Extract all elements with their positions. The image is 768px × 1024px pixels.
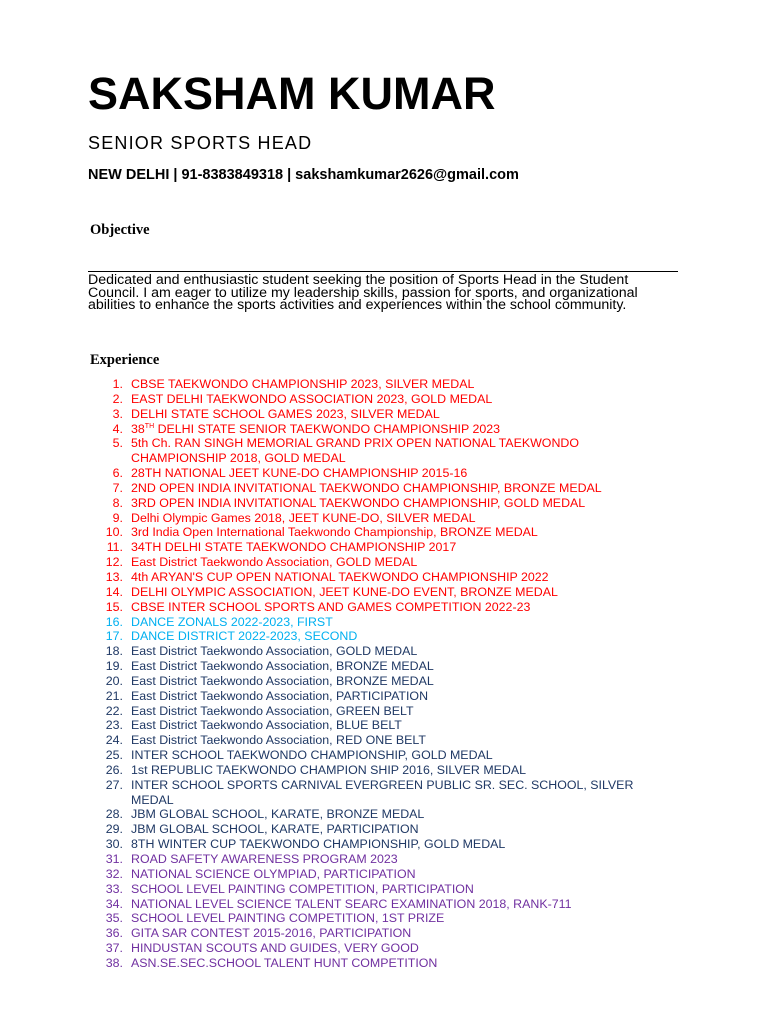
item-text: 38 — [131, 421, 145, 436]
experience-item — [0, 555, 651, 570]
experience-item — [0, 718, 651, 733]
item-number: 32. — [105, 866, 123, 881]
experience-item — [0, 511, 651, 526]
item-text: ROAD SAFETY AWARENESS PROGRAM 2023 — [131, 852, 398, 866]
item-text: GITA SAR CONTEST 2015-2016, PARTICIPATION — [131, 926, 412, 941]
item-text: NATIONAL LEVEL SCIENCE TALENT SEARC EXAMINATION 2018, RANK-711 — [131, 896, 572, 911]
item-text: CBSE TAEKWONDO CHAMPIONSHIP 2023, SILVER MEDAL — [131, 377, 475, 391]
experience-heading: Experience — [90, 352, 160, 368]
item-text: HINDUSTAN SCOUTS AND GUIDES, VERY GOOD — [131, 941, 419, 956]
item-text: SCHOOL LEVEL PAINTING COMPETITION, 1ST PRIZE — [131, 911, 445, 926]
item-number: 8. — [112, 495, 123, 510]
objective-heading: Objective — [90, 222, 150, 238]
item-number: 22. — [105, 703, 123, 718]
item-text: East District Taekwondo Association, PARTICIPATION — [131, 688, 429, 703]
experience-item — [0, 481, 651, 496]
experience-item — [0, 585, 651, 600]
item-number: 37. — [105, 941, 123, 956]
item-text: DELHI STATE SCHOOL GAMES 2023, SILVER MEDAL — [131, 406, 440, 421]
experience-item — [0, 436, 651, 466]
experience-item — [0, 867, 651, 882]
objective-text: Dedicated and enthusiastic student seeking the position of Sports Head in the Student Council. I am eager to utilize my leadership skills, passion for sports, and organizational abilities to enhance the sports activities and experiences within the school community. — [88, 271, 678, 312]
resume-name: SAKSHAM KUMAR — [88, 68, 496, 119]
experience-item — [0, 644, 651, 659]
experience-item — [0, 392, 651, 407]
item-number: 9. — [112, 510, 123, 525]
item-number: 1. — [112, 377, 123, 391]
item-number: 35. — [105, 911, 123, 926]
experience-item — [0, 674, 651, 689]
experience-item — [0, 852, 651, 867]
experience-item — [0, 941, 651, 956]
item-text: SCHOOL LEVEL PAINTING COMPETITION, PARTICIPATION — [131, 881, 474, 896]
experience-item — [0, 540, 651, 555]
item-number: 33. — [105, 881, 123, 896]
item-number: 16. — [105, 614, 123, 629]
item-number: 7. — [112, 480, 123, 495]
item-text: 8TH WINTER CUP TAEKWONDO CHAMPIONSHIP, GOLD MEDAL — [131, 837, 506, 852]
item-text: 4th ARYAN'S CUP OPEN NATIONAL TAEKWONDO CHAMPIONSHIP 2022 — [131, 569, 549, 584]
item-number: 21. — [105, 688, 123, 703]
experience-item — [0, 600, 651, 615]
item-text: JBM GLOBAL SCHOOL, KARATE, PARTICIPATION — [131, 822, 419, 837]
item-text: DANCE ZONALS 2022-2023, FIRST — [131, 614, 333, 629]
item-number: 29. — [105, 822, 123, 837]
item-text: East District Taekwondo Association, GOLD MEDAL — [131, 644, 418, 659]
item-number: 36. — [105, 926, 123, 941]
item-text: 1st REPUBLIC TAEKWONDO CHAMPION SHIP 2016, SILVER MEDAL — [131, 762, 527, 777]
item-text: DANCE DISTRICT 2022-2023, SECOND — [131, 629, 358, 644]
item-text: East District Taekwondo Association, BRONZE MEDAL — [131, 673, 434, 688]
experience-item — [0, 733, 651, 748]
item-text: 5th Ch. RAN SINGH MEMORIAL GRAND PRIX OPEN NATIONAL TAEKWONDO CHAMPIONSHIP 2018, GOLD MEDAL — [131, 436, 579, 466]
item-text: East District Taekwondo Association, BLUE BELT — [131, 718, 402, 733]
resume-role: SENIOR SPORTS HEAD — [88, 133, 313, 153]
experience-item — [0, 882, 651, 897]
item-superscript: TH — [144, 422, 155, 430]
item-text: NATIONAL SCIENCE OLYMPIAD, PARTICIPATION — [131, 866, 416, 881]
item-text: ASN.SE.SEC.SCHOOL TALENT HUNT COMPETITION — [131, 955, 438, 970]
item-number: 28. — [105, 807, 123, 822]
item-text: JBM GLOBAL SCHOOL, KARATE, BRONZE MEDAL — [131, 807, 425, 822]
experience-item — [0, 778, 651, 808]
item-number: 15. — [105, 599, 123, 614]
item-text: Delhi Olympic Games 2018, JEET KUNE-DO, SILVER MEDAL — [131, 510, 476, 525]
experience-item — [0, 911, 651, 926]
item-number: 17. — [105, 629, 123, 644]
contact-line: NEW DELHI | 91-8383849318 | sakshamkumar2626@gmail.com — [88, 167, 519, 183]
experience-item — [0, 525, 651, 540]
experience-item — [0, 748, 651, 763]
experience-item — [0, 615, 651, 630]
experience-item — [0, 689, 651, 704]
item-number: 24. — [105, 733, 123, 748]
item-text: CBSE INTER SCHOOL SPORTS AND GAMES COMPETITION 2022-23 — [131, 599, 531, 614]
item-number: 20. — [105, 673, 123, 688]
item-text: EAST DELHI TAEKWONDO ASSOCIATION 2023, GOLD MEDAL — [131, 391, 493, 406]
item-text: DELHI OLYMPIC ASSOCIATION, JEET KUNE-DO EVENT, BRONZE MEDAL — [131, 584, 558, 599]
item-text: 28TH NATIONAL JEET KUNE-DO CHAMPIONSHIP 2015-16 — [131, 466, 468, 481]
item-number: 11. — [106, 540, 123, 555]
item-text: INTER SCHOOL TAEKWONDO CHAMPIONSHIP, GOLD MEDAL — [131, 748, 493, 763]
experience-item — [0, 897, 651, 912]
item-text: 3RD OPEN INDIA INVITATIONAL TAEKWONDO CHAMPIONSHIP, GOLD MEDAL — [131, 495, 586, 510]
experience-item — [0, 422, 651, 437]
experience-item — [0, 407, 651, 422]
experience-item — [0, 822, 651, 837]
experience-item — [0, 704, 651, 719]
item-text: DELHI STATE SENIOR TAEKWONDO CHAMPIONSHIP 2023 — [154, 421, 501, 436]
item-number: 2. — [112, 391, 123, 406]
item-number: 25. — [105, 748, 123, 763]
item-number: 38. — [105, 955, 123, 970]
item-text: 2ND OPEN INDIA INVITATIONAL TAEKWONDO CHAMPIONSHIP, BRONZE MEDAL — [131, 480, 602, 495]
experience-item — [0, 926, 651, 941]
item-text: East District Taekwondo Association, BRONZE MEDAL — [131, 659, 434, 674]
item-text: East District Taekwondo Association, RED ONE BELT — [131, 733, 426, 748]
item-text: East District Taekwondo Association, GOLD MEDAL — [131, 555, 418, 570]
experience-item — [0, 466, 651, 481]
experience-item — [0, 956, 651, 971]
item-number: 18. — [105, 644, 123, 659]
item-number: 27. — [105, 777, 123, 792]
experience-item — [0, 837, 651, 852]
item-number: 26. — [105, 762, 123, 777]
item-number: 4. — [112, 421, 123, 436]
item-number: 14. — [105, 584, 123, 599]
item-number: 3. — [112, 406, 123, 421]
experience-item — [0, 763, 651, 778]
item-number: 31. — [105, 852, 123, 866]
experience-item — [0, 807, 651, 822]
experience-item — [0, 570, 651, 585]
item-text: INTER SCHOOL SPORTS CARNIVAL EVERGREEN PUBLIC SR. SEC. SCHOOL, SILVER MEDAL — [131, 777, 634, 807]
item-number: 6. — [112, 466, 123, 481]
item-number: 12. — [105, 555, 123, 570]
experience-item — [0, 659, 651, 674]
experience-list — [0, 377, 768, 971]
item-number: 23. — [105, 718, 123, 733]
item-number: 5. — [112, 436, 123, 451]
item-number: 34. — [105, 896, 123, 911]
experience-item — [0, 496, 651, 511]
experience-item — [0, 377, 651, 392]
item-text: 3rd India Open International Taekwondo Championship, BRONZE MEDAL — [131, 525, 538, 540]
item-text: 34TH DELHI STATE TAEKWONDO CHAMPIONSHIP 2017 — [131, 540, 457, 555]
item-number: 13. — [105, 569, 123, 584]
item-number: 30. — [105, 837, 123, 852]
experience-item — [0, 629, 651, 644]
item-number: 19. — [105, 659, 123, 674]
item-text: East District Taekwondo Association, GREEN BELT — [131, 703, 414, 718]
item-number: 10. — [105, 525, 123, 540]
